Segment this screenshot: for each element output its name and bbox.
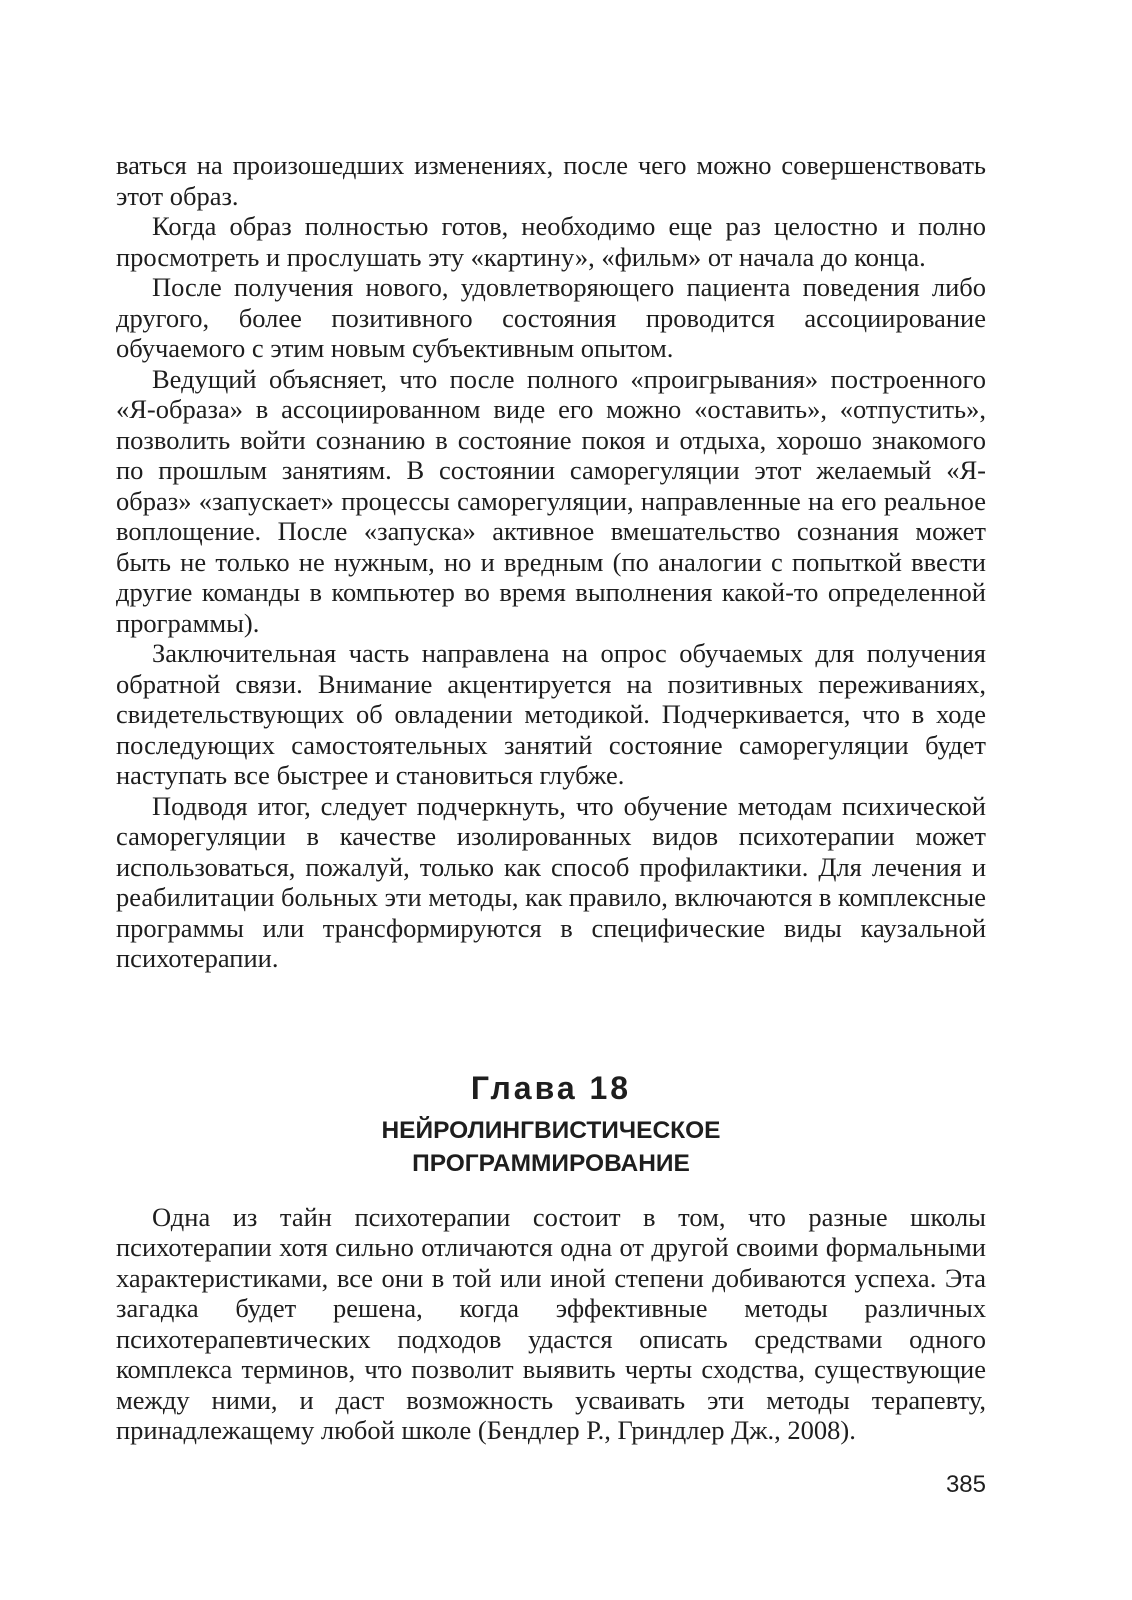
paragraph: Ведущий объясняет, что после полного «проигрывания» построенного «Я-образа» в ассоциированном виде его можно «оставить», «отпустить», позволить войти сознанию в состояние покоя и отдыха, хорошо знакомого по прошлым занятиям. В состоянии саморегуляции этот желаемый «Я-образ» «запускает» процессы саморегуляции, направленные на его реальное воплощение. После «запуска» активное вмешательство сознания может быть не только не нужным, но и вредным (по аналогии с попыткой ввести другие команды в компьютер во время выполнения какой-то определенной программы). [116, 363, 986, 638]
paragraph: Когда образ полностью готов, необходимо еще раз целостно и полно просмотреть и прослушать эту «картину», «фильм» от начала до конца. [116, 211, 986, 272]
chapter-title-line-1: НЕЙРОЛИНГВИСТИЧЕСКОЕ [381, 1116, 721, 1144]
paragraph: После получения нового, удовлетворяющего пациента поведения либо другого, более позитивного состояния проводится ассоциирование обучаемого с этим новым субъективным опытом. [116, 272, 986, 363]
paragraph: Подводя итог, следует подчеркнуть, что обучение методам психической саморегуляции в качестве изолированных видов психотерапии может использоваться, пожалуй, только как способ профилактики. Для лечения и реабилитации больных эти методы, как правило, включаются в комплексные программы или трансформируются в специфические виды каузальной психотерапии. [116, 790, 986, 973]
paragraph: Заключительная часть направлена на опрос обучаемых для получения обратной связи. Внимание акцентируется на позитивных переживаниях, свидетельствующих об овладении методикой. Подчеркивается, что в ходе последующих самостоятельных занятий состояние саморегуляции будет наступать все быстрее и становиться глубже. [116, 638, 986, 790]
chapter-intro-paragraph: Одна из тайн психотерапии состоит в том, что разные школы психотерапии хотя сильно отличаются одна от другой своими формальными характеристиками, все они в той или иной степени добиваются успеха. Эта загадка будет решена, когда эффективные методы различных психотерапевтических подходов удастся описать средствами одного комплекса терминов, что позволит выявить черты сходства, существующие между ними, и даст возможность усваивать эти методы терапевту, принадлежащему любой школе (Бендлер Р., Гриндлер Дж., 2008). [116, 1201, 986, 1445]
chapter-title-line-2: ПРОГРАММИРОВАНИЕ [412, 1149, 690, 1177]
book-page [116, 150, 986, 1446]
chapter-number: Глава 18 [470, 1069, 632, 1106]
chapter-heading [116, 1068, 986, 1180]
page-number: 385 [945, 1471, 986, 1498]
paragraph-continuation: ваться на произошедших изменениях, после чего можно совершенствовать этот образ. [116, 150, 986, 211]
